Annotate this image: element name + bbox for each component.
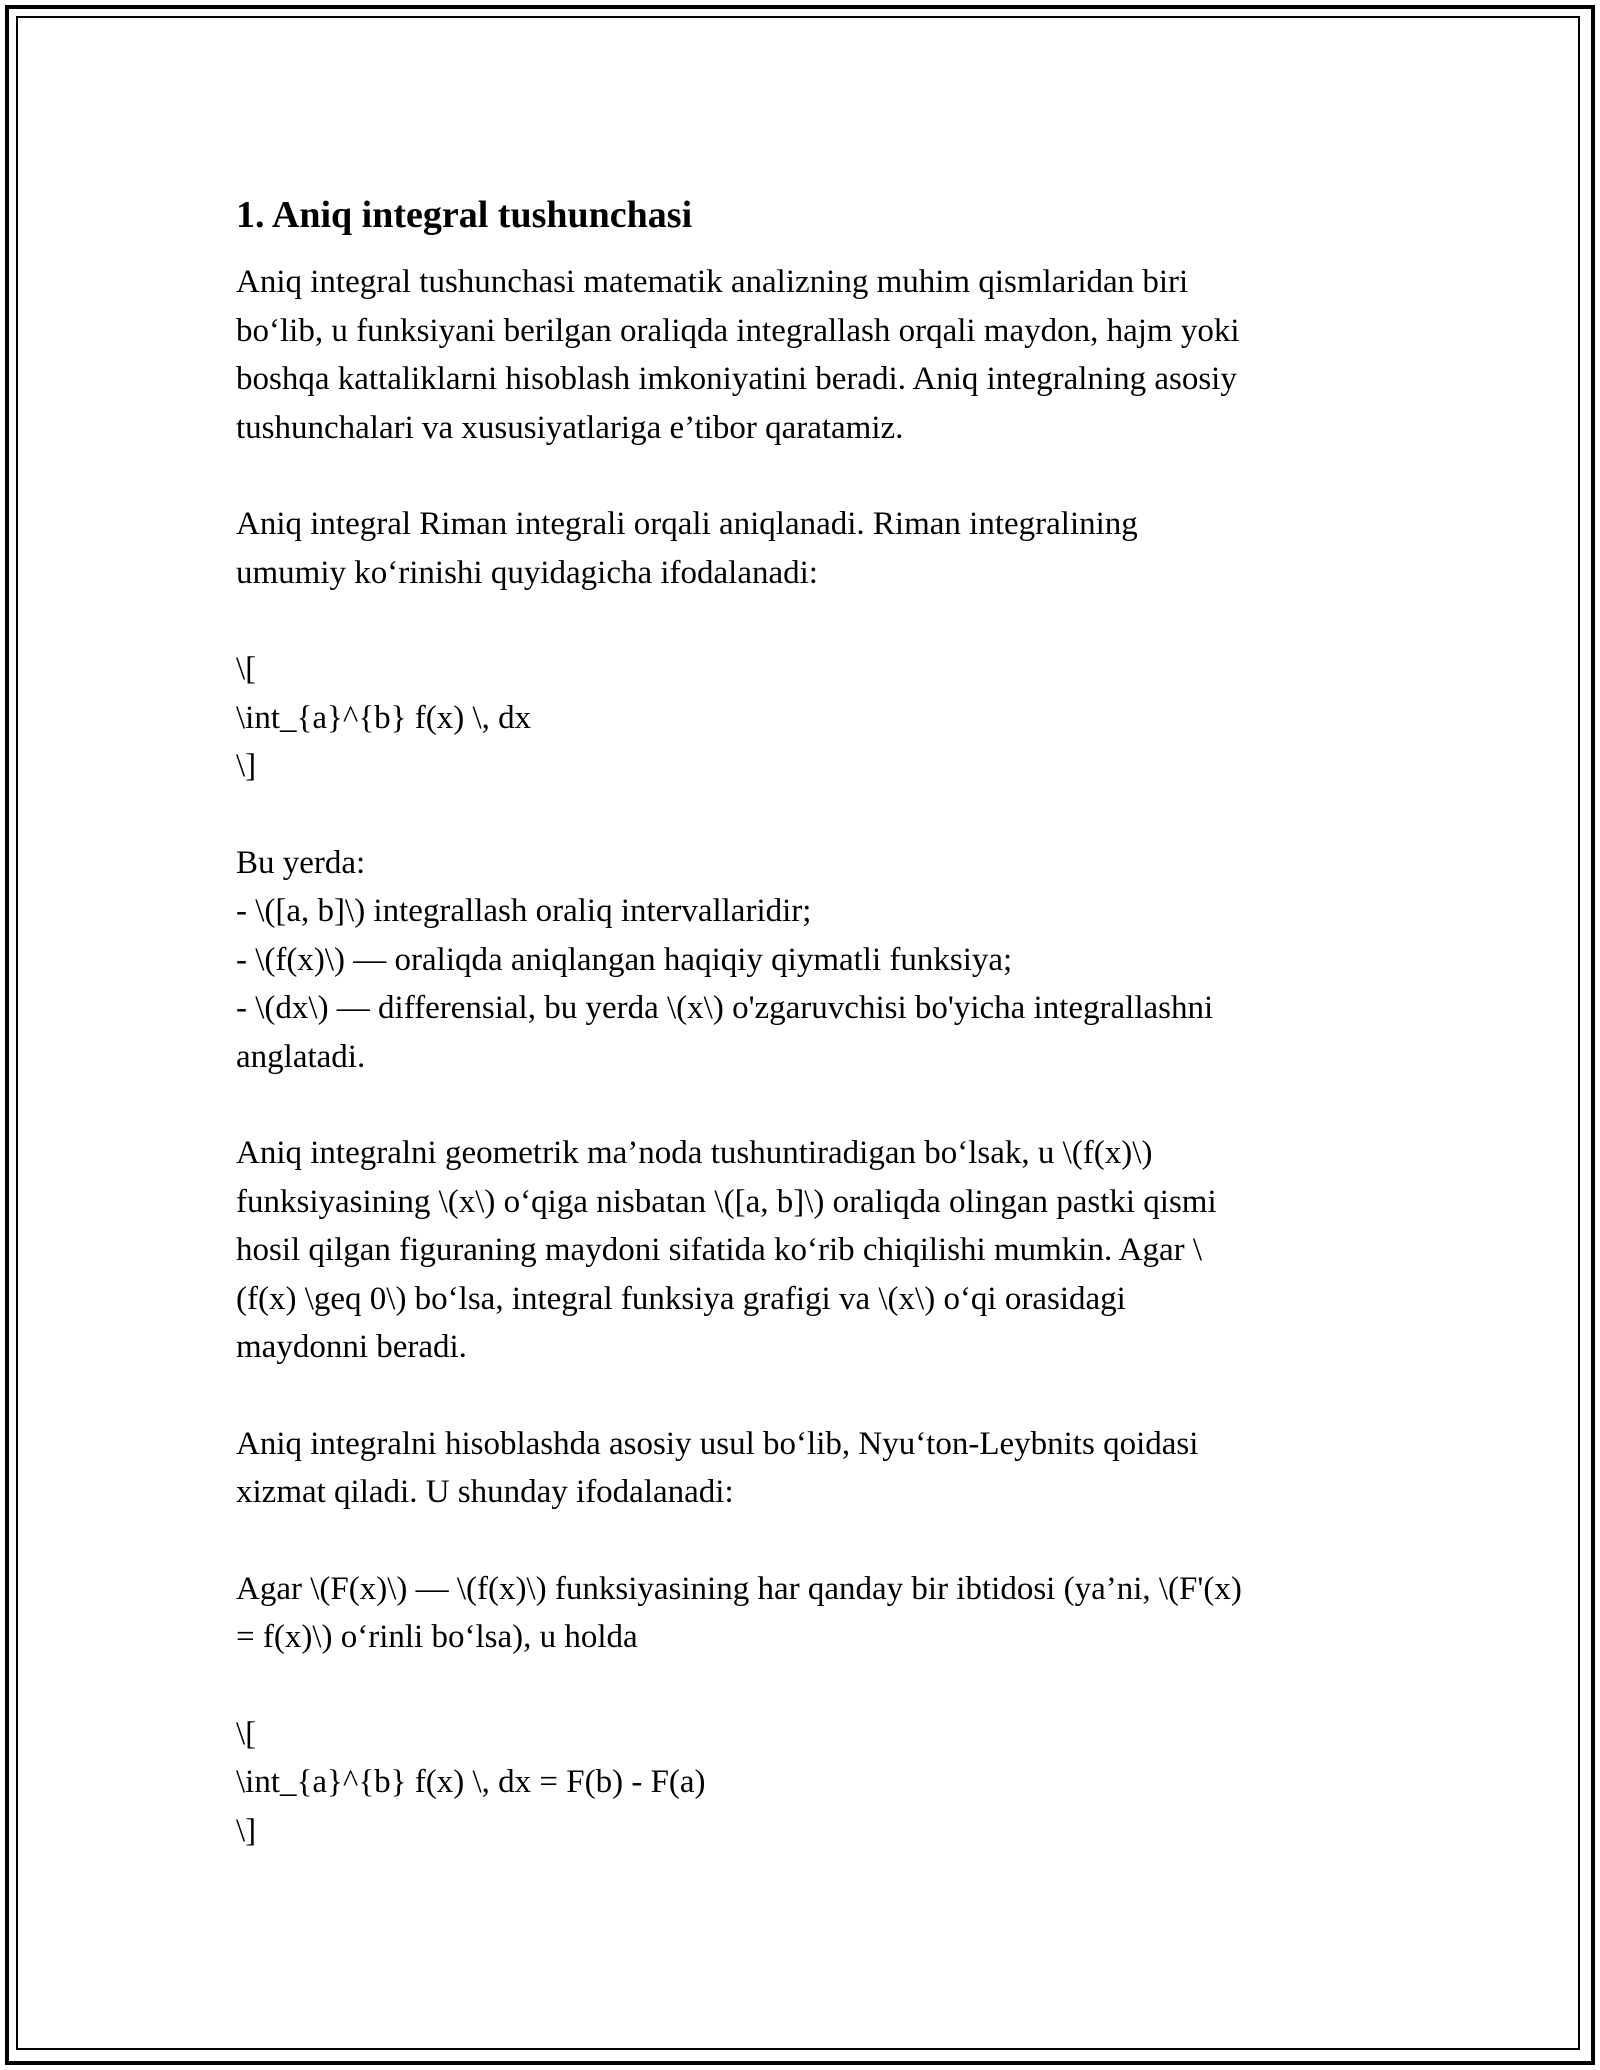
text-line: anglatadi. bbox=[236, 1038, 366, 1075]
definition-list bbox=[236, 839, 1376, 1082]
text-line: = f(x)\) o‘rinli bo‘lsa), u holda bbox=[236, 1619, 638, 1655]
text-line: tushunchalari va xususiyatlariga e’tibor qaratamiz. bbox=[236, 409, 904, 446]
text-line: Agar \(F(x)\) — \(f(x)\) funksiyasining har qanday bir ibtidosi (ya’ni, \(F'(x) bbox=[236, 1570, 1242, 1607]
list-item: - \([a, b]\) integrallash oraliq intervallaridir; bbox=[236, 893, 812, 929]
text-line: Aniq integralni geometrik ma’noda tushuntiradigan bo‘lsak, u \(f(x)\) bbox=[236, 1135, 1153, 1171]
text-line: xizmat qiladi. U shunday ifodalanadi: bbox=[236, 1474, 734, 1510]
formula-line: \[ bbox=[236, 651, 257, 687]
text-line: boshqa kattaliklarni hisoblash imkoniyatini beradi. Aniq integralning asosiy bbox=[236, 361, 1237, 397]
formula-line: \int_{a}^{b} f(x) \, dx bbox=[236, 699, 532, 736]
formula-newton-leibniz bbox=[236, 1710, 1376, 1856]
text-line: (f(x) \geq 0\) bo‘lsa, integral funksiya grafigi va \(x\) o‘qi orasidagi bbox=[236, 1280, 1126, 1317]
list-item: - \(dx\) — differensial, bu yerda \(x\) o'zgaruvchisi bo'yicha integrallashni bbox=[236, 990, 1214, 1026]
text-line: Aniq integral tushunchasi matematik analizning muhim qismlaridan biri bbox=[236, 264, 1189, 300]
text-line: maydonni beradi. bbox=[236, 1329, 467, 1365]
text-line: Bu yerda: bbox=[236, 844, 366, 881]
text-line: funksiyasining \(x\) o‘qiga nisbatan \([a, b]\) oraliqda olingan pastki qismi bbox=[236, 1183, 1217, 1220]
paragraph-newton-leibniz bbox=[236, 1420, 1376, 1517]
formula-line: \] bbox=[236, 748, 257, 784]
document-body bbox=[236, 192, 1376, 1903]
paragraph-antiderivative bbox=[236, 1565, 1376, 1662]
text-line: umumiy ko‘rinishi quyidagicha ifodalanadi: bbox=[236, 554, 818, 591]
paragraph-intro bbox=[236, 258, 1376, 452]
list-item: - \(f(x)\) — oraliqda aniqlangan haqiqiy qiymatli funksiya; bbox=[236, 941, 1013, 978]
formula-line: \[ bbox=[236, 1715, 257, 1752]
text-line: hosil qilgan figuraning maydoni sifatida ko‘rib chiqilishi mumkin. Agar \ bbox=[236, 1232, 1203, 1268]
formula-integral bbox=[236, 645, 1376, 791]
formula-line: \int_{a}^{b} f(x) \, dx = F(b) - F(a) bbox=[236, 1764, 706, 1800]
formula-line: \] bbox=[236, 1812, 257, 1849]
section-heading: 1. Aniq integral tushunchasi bbox=[236, 194, 693, 236]
text-line: Aniq integral Riman integrali orqali aniqlanadi. Riman integralining bbox=[236, 506, 1138, 542]
text-line: bo‘lib, u funksiyani berilgan oraliqda integrallash orqali maydon, hajm yoki bbox=[236, 312, 1240, 349]
paragraph-riemann bbox=[236, 500, 1376, 597]
paragraph-geometric bbox=[236, 1129, 1376, 1372]
text-line: Aniq integralni hisoblashda asosiy usul bo‘lib, Nyu‘ton-Leybnits qoidasi bbox=[236, 1425, 1199, 1462]
